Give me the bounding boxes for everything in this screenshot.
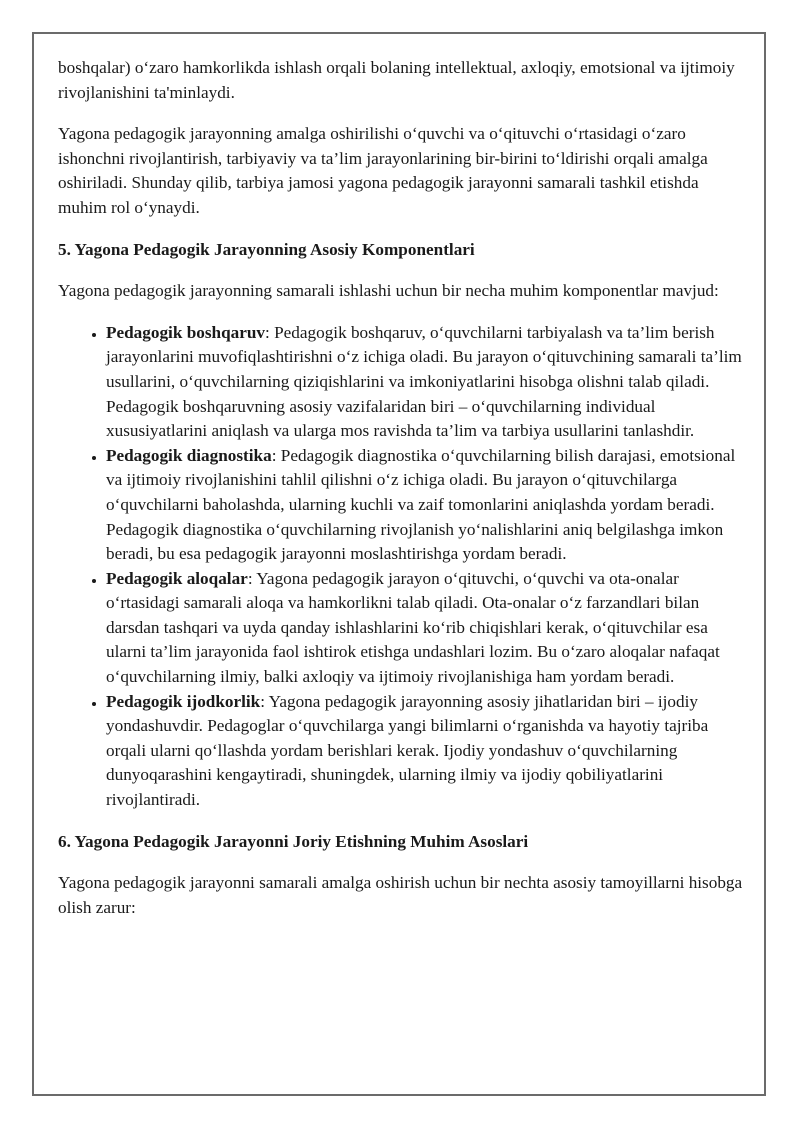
paragraph-process-implementation: Yagona pedagogik jarayonning amalga oshirilishi o‘quvchi va o‘qituvchi o‘rtasidagi o‘zaro ishonchni rivojlantirish, tarbiyaviy va ta’lim jarayonlarining bir-birini to‘ldirishi orqali amalga oshiriladi. Shunday qilib, tarbiya jamosi yagona pedagogik jarayonni samarali tashkil etishda muhim rol o‘ynaydi.: [58, 124, 708, 217]
list-item-text: : Yagona pedagogik jarayonning asosiy jihatlaridan biri – ijodiy yondashuvdir. Pedagoglar o‘quvchilarga yangi bilimlarni o‘rganishda va hayotiy tajriba orqali ularni qo‘llashda yordam berishlari kerak. Ijodiy yondashuv o‘quvchilarning dunyoqarashini kengaytiradi, shuningdek, ularning ilmiy va ijodiy qobiliyatlarini rivojlantiradi.: [106, 691, 709, 810]
section-heading-6: 6. Yagona Pedagogik Jarayonni Joriy Etishning Muhim Asoslari: [58, 831, 529, 851]
paragraph-principles-intro: Yagona pedagogik jarayonni samarali amalga oshirish uchun bir nechta asosiy tamoyillarni hisobga olish zarur:: [58, 873, 743, 917]
list-item-term: Pedagogik boshqaruv: [106, 322, 266, 342]
section-heading-5: 5. Yagona Pedagogik Jarayonning Asosiy Komponentlari: [58, 239, 475, 259]
list-item: [106, 567, 748, 690]
list-item-text: : Yagona pedagogik jarayon o‘qituvchi, o‘quvchi va ota-onalar o‘rtasidagi samarali aloqa va hamkorlikni talab qiladi. Ota-onalar o‘z farzandlari bilan darsdan tashqari va uyda qanday ishlashlarini ko‘rib chiqishlari kerak, o‘qituvchilar esa ularni ta’lim jarayonida faol ishtirok etishga undashlari lozim. Bu o‘zaro aloqalar nafaqat o‘quvchilarning ilmiy, balki axloqiy va ijtimoiy rivojlanishiga ham yordam beradi.: [106, 568, 720, 687]
document-body: [58, 56, 748, 937]
paragraph-intro-continuation: boshqalar) o‘zaro hamkorlikda ishlash orqali bolaning intellektual, axloqiy, emotsional va ijtimoiy rivojlanishini ta'minlaydi.: [58, 58, 735, 102]
list-item-term: Pedagogik ijodkorlik: [106, 691, 261, 711]
components-list: [58, 321, 748, 813]
list-item-term: Pedagogik diagnostika: [106, 445, 272, 465]
list-item: [106, 444, 748, 567]
list-item: [106, 321, 748, 444]
list-item: [106, 690, 748, 813]
list-item-term: Pedagogik aloqalar: [106, 568, 248, 588]
list-item-text: : Pedagogik diagnostika o‘quvchilarning bilish darajasi, emotsional va ijtimoiy rivojlanishini tahlil qilishni o‘z ichiga oladi. Bu jarayon o‘qituvchilarga o‘quvchilarni baholashda, ularning kuchli va zaif tomonlarini aniqlashda yordam beradi. Pedagogik diagnostika o‘quvchilarning rivojlanish yo‘nalishlarini aniq belgilashga imkon beradi, bu esa pedagogik jarayonni moslashtirishga yordam beradi.: [106, 445, 736, 564]
list-item-text: : Pedagogik boshqaruv, o‘quvchilarni tarbiyalash va ta’lim berish jarayonlarini muvofiqlashtirishni o‘z ichiga oladi. Bu jarayon o‘qituvchining samarali ta’lim usullarini, o‘quvchilarning qiziqishlarini va imkoniyatlarini hisobga olishni talab qiladi. Pedagogik boshqaruvning asosiy vazifalaridan biri – o‘quvchilarning individual xususiyatlarini aniqlash va ularga mos ravishda ta’lim va tarbiya usullarini tanlashdir.: [106, 322, 742, 441]
paragraph-components-intro: Yagona pedagogik jarayonning samarali ishlashi uchun bir necha muhim komponentlar mavjud:: [58, 281, 719, 301]
